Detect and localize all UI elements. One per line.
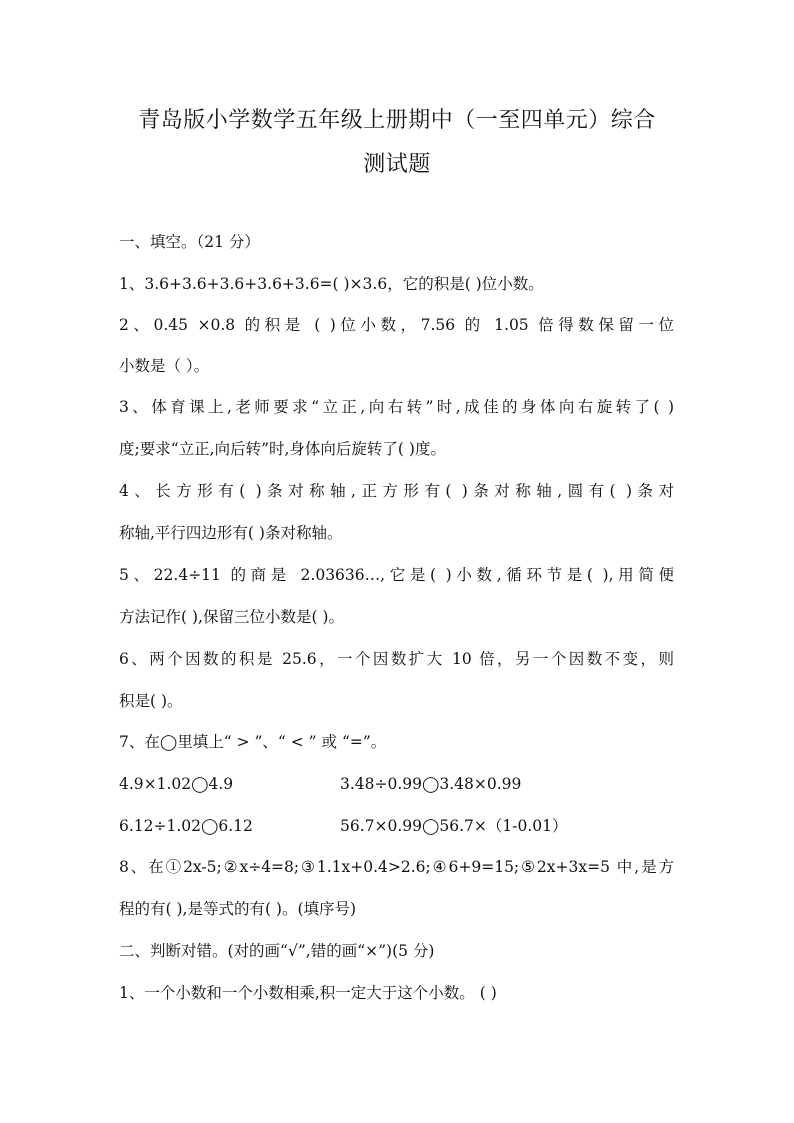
- question-1-8-line-2: 程的有( ),是等式的有( )。(填序号): [119, 900, 357, 918]
- question-1-2-line-2: 小数是（ ）。: [119, 357, 210, 375]
- section-1-heading: 一、填空。（21 分）: [119, 233, 260, 251]
- question-1-3-line-1: 3、体育课上,老师要求“立正,向右转”时,成佳的身体向右旋转了( ): [119, 398, 674, 416]
- question-1-5-line-1: 5、22.4÷11 的商是 2.03636…,它是( )小数,循环节是( ),用简便: [119, 566, 674, 584]
- section-2-heading: 二、判断对错。(对的画“√”,错的画“×”)(5 分): [119, 942, 435, 960]
- page-title-line-2: 测试题: [363, 152, 431, 177]
- question-2-1: 1、一个小数和一个小数相乘,积一定大于这个小数。 ( ): [119, 984, 497, 1002]
- compare-item-a: 4.9×1.02◯4.9: [119, 775, 234, 793]
- question-1-5-line-2: 方法记作( ),保留三位小数是( )。: [119, 608, 344, 626]
- question-1-2-line-1: 2、0.45 ×0.8 的积是 ( )位小数，7.56 的 1.05 倍得数保留一位: [119, 316, 674, 334]
- page-title-line-1: 青岛版小学数学五年级上册期中（一至四单元）综合: [138, 108, 656, 133]
- compare-item-d: 56.7×0.99◯56.7×（1-0.01）: [340, 817, 568, 835]
- compare-item-c: 6.12÷1.02◯6.12: [119, 817, 253, 835]
- question-1-8-line-1: 8、在①2x-5;②x÷4=8;③1.1x+0.4>2.6;④6+9=15;⑤2x+3x=5 中,是方: [119, 858, 674, 876]
- question-1-4-line-1: 4、长方形有( )条对称轴,正方形有( )条对称轴,圆有( )条对: [119, 482, 674, 500]
- question-1-7-heading: 7、在◯里填上“ > ”、“ < ” 或 “=”。: [119, 733, 387, 751]
- question-1-1: 1、3.6+3.6+3.6+3.6+3.6=( )×3.6，它的积是( )位小数。: [119, 275, 544, 293]
- question-1-4-line-2: 称轴,平行四边形有( )条对称轴。: [119, 524, 343, 542]
- question-1-3-line-2: 度;要求“立正,向后转”时,身体向后旋转了( )度。: [119, 440, 446, 458]
- question-1-6-line-2: 积是( )。: [119, 692, 183, 710]
- question-1-6-line-1: 6、两个因数的积是 25.6，一个因数扩大 10 倍，另一个因数不变，则: [119, 650, 674, 668]
- compare-item-b: 3.48÷0.99◯3.48×0.99: [340, 775, 522, 793]
